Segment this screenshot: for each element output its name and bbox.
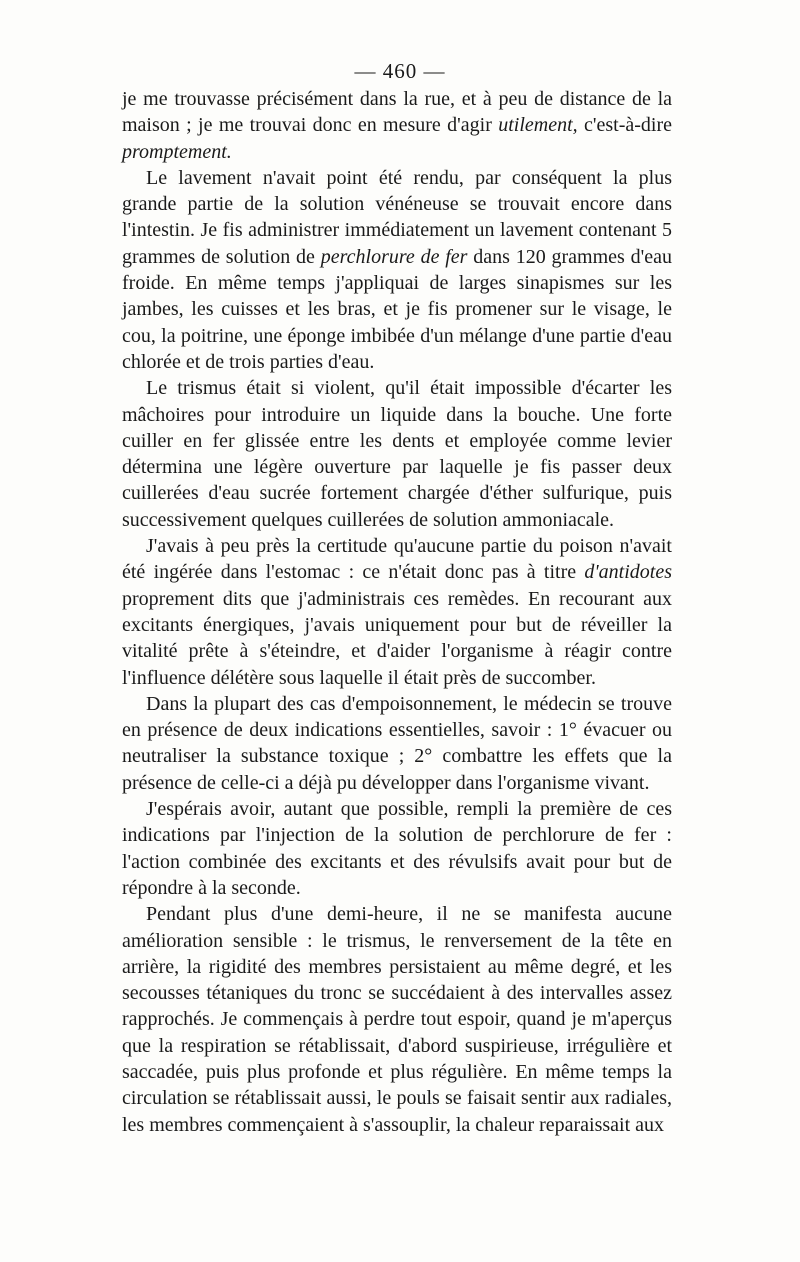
- paragraph-3: Le trismus était si violent, qu'il était impossible d'écarter les mâchoires pour introduire un liquide dans la bouche. Une forte cuiller en fer glissée entre les dents et employée comme levier détermina une légère ouverture par laquelle je fis passer deux cuillerées d'eau sucrée fortement chargée d'éther sulfurique, puis successivement quelques cuillerées de solution ammoniacale.: [122, 377, 672, 531]
- page-number: — 460 —: [354, 59, 446, 83]
- paragraph-2: Le lavement n'avait point été rendu, par conséquent la plus grande partie de la solution vénéneuse se trouvait encore dans l'intestin. Je fis administrer immédiatement un lavement contenant 5 grammes de solution de perchlorure de fer dans 120 grammes d'eau froide. En même temps j'appliquai de larges sinapismes sur les jambes, les cuisses et les bras, et je fis promener sur le visage, le cou, la poitrine, une éponge imbibée d'un mélange d'une partie d'eau chlorée et de trois parties d'eau.: [122, 166, 672, 373]
- paragraph-7: Pendant plus d'une demi-heure, il ne se manifesta aucune amélioration sensible : le trismus, le renversement de la tête en arrière, la rigidité des membres persistaient au même degré, et les secousses tétaniques du tronc se succédaient à des intervalles assez rapprochés. Je commençais à perdre tout espoir, quand je m'aperçus que la respiration se rétablissait, d'abord suspirieuse, irrégulière et saccadée, puis plus profonde et plus régulière. En même temps la circulation se rétablissait aussi, le pouls se faisait sentir aux radiales, les membres commençaient à s'assouplir, la chaleur reparaissait aux: [122, 903, 672, 1136]
- body-text: [122, 86, 672, 1138]
- emphasis-promptement: promptement.: [122, 140, 232, 163]
- paragraph-4: J'avais à peu près la certitude qu'aucune partie du poison n'avait été ingérée dans l'estomac : ce n'était donc pas à titre d'antidotes proprement dits que j'administrais ces remèdes. En recourant aux excitants énergiques, j'avais uniquement pour but de réveiller la vitalité prête à s'éteindre, et d'aider l'organisme à réagir contre l'influence délétère sous laquelle il était près de succomber.: [122, 535, 672, 689]
- emphasis-perchlorure: perchlorure de fer: [320, 245, 468, 268]
- paragraph-1: je me trouvasse précisément dans la rue, et à peu de distance de la maison ; je me trouvai donc en mesure d'agir utilement, c'est-à-dire promptement.: [122, 88, 672, 163]
- paragraph-5: Dans la plupart des cas d'empoisonnement, le médecin se trouve en présence de deux indications essentielles, savoir : 1° évacuer ou neutraliser la substance toxique ; 2° combattre les effets que la présence de celle-ci a déjà pu développer dans l'organisme vivant.: [122, 692, 672, 794]
- paragraph-6: J'espérais avoir, autant que possible, rempli la première de ces indications par l'injection de la solution de perchlorure de fer : l'action combinée des excitants et des révulsifs avait pour but de répondre à la seconde.: [122, 798, 672, 899]
- emphasis-antidotes: d'antidotes: [584, 561, 672, 584]
- emphasis-utilement: utilement,: [498, 114, 578, 137]
